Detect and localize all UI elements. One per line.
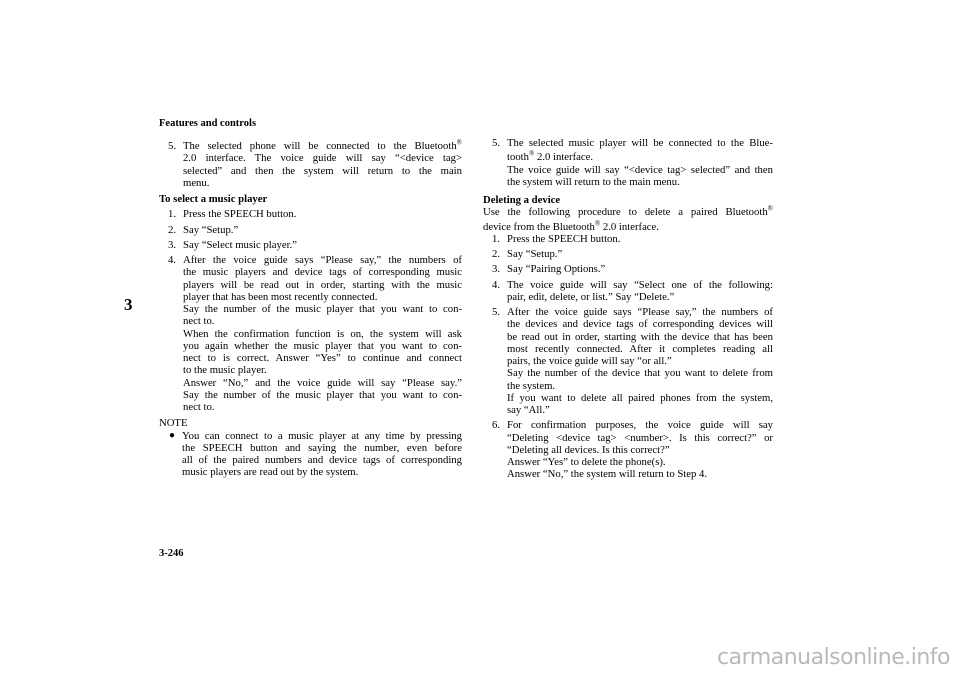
step-number: 3.: [168, 238, 177, 251]
step-text-line: Say the number of the device that you want to delete from: [507, 367, 773, 380]
note-label: NOTE: [159, 417, 188, 430]
note-text-line: music players are read out by the system.: [182, 466, 359, 479]
delete-step-4: [483, 279, 773, 304]
step-text-line: selected” and then the system will return to the main: [183, 164, 462, 177]
step-text-line: The voice guide will say “Select one of the following:: [507, 278, 773, 291]
step-text-line: Say “Setup.”: [183, 223, 239, 236]
step-number: 1.: [168, 208, 177, 221]
intro-text: Use the following procedure to delete a paired Bluetooth: [483, 206, 768, 219]
page-number: 3-246: [159, 548, 184, 559]
step-text-line: After the voice guide says “Please say,” the numbers of: [507, 306, 773, 318]
step-text-line: Press the SPEECH button.: [183, 208, 297, 221]
note-item: [159, 430, 462, 479]
step-text-line: be read out in order, starting with the device that has been: [507, 330, 773, 343]
step-text-line: you again whether the music player that you want to con-: [183, 339, 462, 352]
registered-mark: ®: [594, 218, 601, 227]
step-text-line: most recently connected. After it completes reading all: [507, 342, 773, 355]
step-text-line: pair, edit, delete, or list.” Say “Delete.”: [507, 290, 675, 303]
intro-text-line: [483, 206, 773, 218]
step-text-line: When the confirmation function is on, the system will ask: [183, 327, 462, 340]
step-number: 5.: [168, 140, 177, 152]
step-text-line: the devices and device tags of corresponding devices will: [507, 318, 773, 331]
step-text-line: players will be read out in order, starting with the music: [183, 278, 462, 291]
step-number: 5.: [492, 137, 501, 149]
step-text-line: [507, 151, 773, 163]
step-text-line: Say “Setup.”: [507, 248, 563, 260]
step-text-line: Answer “No,” the system will return to Step 4.: [507, 468, 708, 481]
music-step-3: [159, 239, 462, 251]
step-text-line: Say the number of the music player that you want to con-: [183, 303, 462, 315]
registered-mark: ®: [767, 204, 773, 213]
running-header: Features and controls: [159, 118, 257, 129]
music-step-2: [159, 224, 462, 236]
chapter-tab-number: 3: [124, 295, 133, 314]
registered-mark: ®: [528, 149, 535, 158]
music-step-1: [159, 208, 462, 220]
step-text-line: For confirmation purposes, the voice guide will say: [507, 419, 773, 432]
step-text-line: The voice guide will say “<device tag> selected” and then: [507, 163, 773, 176]
music-step-4: [159, 254, 462, 413]
step-text-line: “Deleting <device tag> <number>. Is this correct?” or: [507, 431, 773, 444]
step-number: 3.: [492, 263, 501, 276]
registered-mark: ®: [456, 138, 462, 147]
delete-intro: [483, 206, 773, 233]
step-text-line: the music players and device tags of corresponding music: [183, 266, 462, 279]
note-text-line: all of the paired numbers and device tags of corresponding: [182, 454, 462, 466]
step-text-line: “Deleting all devices. Is this correct?”: [507, 443, 670, 456]
delete-step-6: [483, 419, 773, 480]
step-text-line: Answer “Yes” to delete the phone(s).: [507, 456, 666, 468]
step-number: 5.: [492, 306, 501, 318]
step-text: tooth: [507, 151, 529, 164]
note-text-line: the SPEECH button and saying the number, even before: [182, 441, 462, 454]
step-text-line: If you want to delete all paired phones from the system,: [507, 391, 773, 404]
intro-text: device from the Bluetooth: [483, 220, 595, 233]
step-text-line: nect to.: [183, 315, 215, 328]
step-number: 4.: [168, 254, 177, 266]
step-text-line: Press the SPEECH button.: [507, 232, 621, 245]
delete-step-1: [483, 233, 773, 245]
step-text-line: player that has been most recently connected.: [183, 290, 378, 303]
music-player-heading: To select a music player: [159, 193, 268, 205]
delete-step-5: [483, 306, 773, 416]
bullet-icon: ●: [169, 429, 176, 441]
step-number: 1.: [492, 232, 501, 245]
step-text-line: After the voice guide says “Please say,” the numbers of: [183, 254, 462, 266]
delete-step-2: [483, 248, 773, 260]
step-text-line: [183, 140, 462, 152]
delete-step-3: [483, 263, 773, 275]
phone-step-5: [159, 140, 462, 189]
note-text-line: You can connect to a music player at any time by pressing: [182, 429, 462, 442]
step-text: 2.0 interface.: [534, 151, 594, 164]
step-text-line: The selected music player will be connected to the Blue-: [507, 137, 773, 149]
step-number: 4.: [492, 278, 501, 291]
step-text-line: Say “Select music player.”: [183, 238, 297, 251]
step-text-line: the system will return to the main menu.: [507, 175, 680, 188]
step-text-line: to the music player.: [183, 364, 267, 377]
intro-text: 2.0 interface.: [600, 220, 659, 233]
step-text-line: the system.: [507, 379, 556, 392]
step-text-line: nect to is correct. Answer “Yes” to continue and connect: [183, 352, 462, 364]
step-text-line: Say “Pairing Options.”: [507, 263, 606, 276]
deleting-device-heading: Deleting a device: [483, 194, 561, 206]
step-text-line: pairs, the voice guide will say “or all.”: [507, 355, 672, 367]
right-column: [483, 137, 773, 481]
intro-text-line: [483, 218, 773, 233]
step-text-line: nect to.: [183, 401, 215, 413]
step-text-line: 2.0 interface. The voice guide will say “<device tag>: [183, 152, 462, 165]
watermark-link[interactable]: carmanualsonline.info: [717, 645, 950, 670]
music-step-5: [483, 137, 773, 188]
step-text-line: menu.: [183, 176, 210, 189]
left-column: [159, 137, 462, 479]
step-text-line: say “All.”: [507, 404, 550, 416]
step-text: The selected phone will be connected to the Bluetooth: [183, 140, 457, 152]
step-number: 2.: [168, 223, 177, 236]
step-text-line: Say the number of the music player that you want to con-: [183, 388, 462, 401]
step-number: 2.: [492, 248, 501, 260]
step-text-line: Answer “No,” and the voice guide will say “Please say.”: [183, 376, 462, 389]
step-number: 6.: [492, 419, 501, 432]
